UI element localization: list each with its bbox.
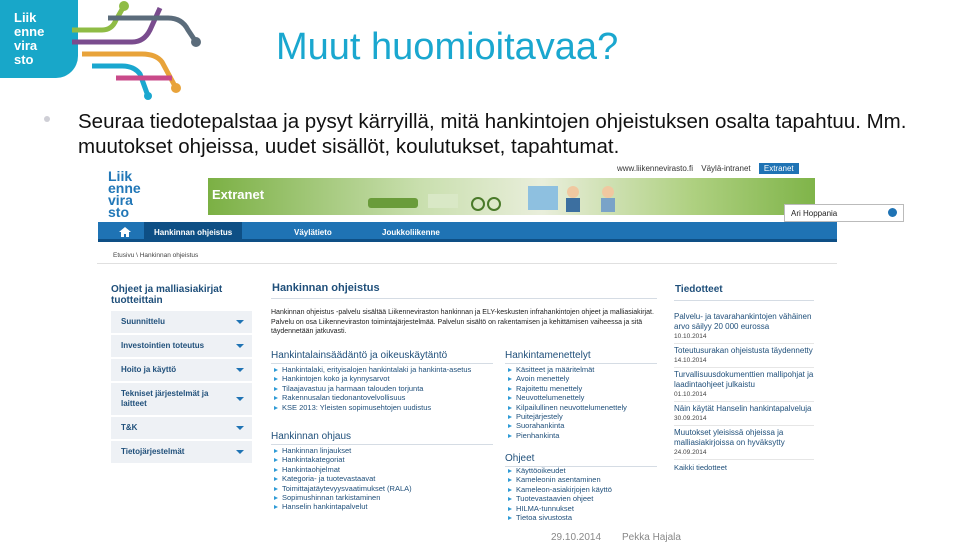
news-item[interactable] bbox=[674, 368, 814, 402]
sidebar-item-label: Tekniset järjestelmät ja laitteet bbox=[121, 389, 209, 408]
sidebar-item-suunnittelu[interactable] bbox=[111, 311, 252, 335]
tab-joukkoliikenne[interactable]: Joukkoliikenne bbox=[382, 228, 440, 237]
section-title-hankintalainsaadanto: Hankintalainsäädäntö ja oikeuskäytäntö bbox=[271, 350, 448, 361]
page-title: Hankinnan ohjeistus bbox=[272, 282, 380, 294]
divider bbox=[674, 300, 814, 301]
list-item-link[interactable]: Hanselin hankintapalvelut bbox=[273, 502, 493, 511]
list-item-link[interactable]: Kategoria- ja tuotevastaavat bbox=[273, 474, 493, 483]
breadcrumb[interactable]: Etusivu \ Hankinnan ohjeistus bbox=[113, 252, 199, 259]
divider bbox=[271, 298, 657, 299]
list-item-link[interactable]: Tuotevastaavien ohjeet bbox=[507, 494, 657, 503]
link-list-hankintalainsaadanto bbox=[273, 365, 493, 412]
list-item-link[interactable]: KSE 2013: Yleisten sopimusehtojen uudistus bbox=[273, 403, 493, 412]
logo-line: Liik bbox=[14, 10, 37, 25]
section-title-hankintamenettelyt: Hankintamenettelyt bbox=[505, 350, 591, 361]
chevron-down-icon bbox=[236, 320, 244, 324]
list-item-link[interactable]: HILMA-tunnukset bbox=[507, 504, 657, 513]
list-item-link[interactable]: Avoin menettely bbox=[507, 374, 657, 383]
logo-line: sto bbox=[108, 204, 129, 220]
link-list-hankintamenettelyt bbox=[507, 365, 657, 440]
list-item-link[interactable]: Tilaajavastuu ja harmaan talouden torjunta bbox=[273, 384, 493, 393]
top-links bbox=[617, 164, 805, 173]
list-item-link[interactable]: Hankintakategoriat bbox=[273, 455, 493, 464]
sidebar-item-hoito-ja-kaytto[interactable] bbox=[111, 359, 252, 383]
sidebar-item-label: Hoito ja käyttö bbox=[121, 365, 177, 374]
intro-text: Hankinnan ohjeistus -palvelu sisältää Liikenneviraston hankinnan ja ELY-keskusten infrahankintojen ohjeet ja malliasiakirjat. Palvelu on osa Liikenneviraston toimintajärjestelmää. Palvelun sisältö on rakentamisen ja kehittämisen vaiheessa ja sitä täydennetään jatkuvasti. bbox=[271, 309, 654, 335]
divider bbox=[97, 263, 837, 264]
all-news-link[interactable]: Kaikki tiedotteet bbox=[674, 463, 727, 472]
chevron-down-icon bbox=[236, 397, 244, 401]
home-icon[interactable] bbox=[118, 226, 132, 238]
main-nav bbox=[98, 222, 837, 242]
footer-author: Pekka Hajala bbox=[622, 532, 681, 543]
news-item-title[interactable]: Näin käytät Hanselin hankintapalveluja bbox=[674, 404, 812, 413]
logo-line: enne bbox=[14, 24, 45, 39]
link-liikennevirasto[interactable]: www.liikennevirasto.fi bbox=[617, 164, 694, 173]
gear-icon[interactable] bbox=[888, 208, 897, 217]
route-lines-graphic bbox=[72, 0, 212, 100]
news-title: Tiedotteet bbox=[675, 284, 723, 295]
news-item[interactable] bbox=[674, 310, 814, 344]
chevron-down-icon bbox=[236, 450, 244, 454]
list-item-link[interactable]: Hankintalaki, erityisalojen hankintalaki ja hankinta-asetus bbox=[273, 365, 493, 374]
header-banner bbox=[208, 178, 838, 218]
news-item-title[interactable]: Turvallisuusdokumenttien mallipohjat ja laadintaohjeet julkaistu bbox=[674, 370, 814, 389]
news-item-date: 30.09.2014 bbox=[674, 415, 707, 422]
user-name: Ari Hoppania bbox=[791, 209, 838, 218]
liikennevirasto-logo bbox=[0, 0, 78, 78]
news-list bbox=[674, 310, 814, 472]
sidebar-item-tk[interactable] bbox=[111, 417, 252, 441]
sidebar-item-tietojarjestelmat[interactable] bbox=[111, 441, 252, 465]
extranet-screenshot bbox=[97, 160, 837, 532]
news-item-date: 14.10.2014 bbox=[674, 357, 707, 364]
divider bbox=[271, 444, 493, 445]
list-item-link[interactable]: Sopimushinnan tarkistaminen bbox=[273, 493, 493, 502]
logo-line: vira bbox=[14, 38, 38, 53]
list-item-link[interactable]: Hankintaohjelmat bbox=[273, 465, 493, 474]
divider bbox=[505, 363, 657, 364]
news-item-date: 24.09.2014 bbox=[674, 449, 707, 456]
section-title-ohjeet: Ohjeet bbox=[505, 453, 535, 464]
list-item-link[interactable]: Rajoitettu menettely bbox=[507, 384, 657, 393]
list-item-link[interactable]: Rakennusalan tiedonantovelvollisuus bbox=[273, 393, 493, 402]
list-item-link[interactable]: Tietoa sivustosta bbox=[507, 513, 657, 522]
link-extranet[interactable]: Extranet bbox=[759, 163, 799, 174]
list-item-link[interactable]: Hankinnan linjaukset bbox=[273, 446, 493, 455]
link-list-hankinnan-ohjaus bbox=[273, 446, 493, 512]
logo-line: sto bbox=[14, 52, 34, 67]
site-logo[interactable] bbox=[108, 164, 168, 220]
list-item-link[interactable]: Suorahankinta bbox=[507, 421, 657, 430]
list-item-link[interactable]: Kilpailullinen neuvottelumenettely bbox=[507, 403, 657, 412]
divider bbox=[271, 363, 493, 364]
logo-line: Liik bbox=[108, 168, 133, 184]
link-list-ohjeet bbox=[507, 466, 657, 522]
news-item[interactable] bbox=[674, 402, 814, 426]
section-title-hankinnan-ohjaus: Hankinnan ohjaus bbox=[271, 431, 352, 442]
news-item-date: 10.10.2014 bbox=[674, 333, 707, 340]
list-item-link[interactable]: Käsitteet ja määritelmät bbox=[507, 365, 657, 374]
slide-title: Muut huomioitavaa? bbox=[276, 26, 619, 68]
tab-hankinnan-ohjeistus[interactable]: Hankinnan ohjeistus bbox=[144, 222, 242, 242]
news-item[interactable] bbox=[674, 426, 814, 460]
list-item-link[interactable]: Pienhankinta bbox=[507, 431, 657, 440]
news-item-date: 01.10.2014 bbox=[674, 391, 707, 398]
banner-title: Extranet bbox=[212, 187, 265, 202]
bullet-text: Seuraa tiedotepalstaa ja pysyt kärryillä, mitä hankintojen ohjeistuksen osalta tapahtuu. Mm. muutokset ohjeissa, uudet sisällöt, koulutukset, tapahtumat. bbox=[78, 110, 907, 158]
sidebar-item-investointien-toteutus[interactable] bbox=[111, 335, 252, 359]
sidebar-item-tekniset-jarjestelmat[interactable] bbox=[111, 383, 252, 417]
news-item-title[interactable]: Toteutusurakan ohjeistusta täydennetty bbox=[674, 346, 813, 355]
footer-date: 29.10.2014 bbox=[551, 532, 602, 543]
chevron-down-icon bbox=[236, 426, 244, 430]
list-item-link[interactable]: Kameleonin asentaminen bbox=[507, 475, 657, 484]
tab-vaylatieto[interactable]: Väylätieto bbox=[294, 228, 332, 237]
news-item-title[interactable]: Palvelu- ja tavarahankintojen vähäinen arvo säilyy 20 000 eurossa bbox=[674, 312, 812, 331]
logo-line: enne bbox=[108, 180, 141, 196]
sidebar-item-label: T&K bbox=[121, 423, 138, 432]
sidebar-item-label: Suunnittelu bbox=[121, 317, 165, 326]
list-item-link[interactable]: Neuvottelumenettely bbox=[507, 393, 657, 402]
chevron-down-icon bbox=[236, 344, 244, 348]
link-vayla-intranet[interactable]: Väylä-intranet bbox=[701, 164, 751, 173]
banner-illustration bbox=[358, 182, 658, 214]
list-item-link[interactable]: Puitejärjestely bbox=[507, 412, 657, 421]
user-menu[interactable] bbox=[784, 204, 904, 222]
news-item-title[interactable]: Muutokset yleisissä ohjeissa ja malliasiakirjoissa on hyväksytty bbox=[674, 428, 785, 447]
list-item-link[interactable]: Hankintojen koko ja kynnysarvot bbox=[273, 374, 493, 383]
news-item[interactable] bbox=[674, 344, 814, 368]
list-item-link[interactable]: Kameleon-asiakirjojen käyttö bbox=[507, 485, 657, 494]
chevron-down-icon bbox=[236, 368, 244, 372]
logo-line: vira bbox=[108, 192, 133, 208]
bullet-dot bbox=[44, 116, 50, 122]
sidebar-item-label: Tietojärjestelmät bbox=[121, 447, 185, 456]
list-item-link[interactable]: Toimittajatäytevyysvaatimukset (RALA) bbox=[273, 484, 493, 493]
sidebar-title: Ohjeet ja malliasiakirjat tuotteittain bbox=[111, 284, 223, 306]
list-item-link[interactable]: Käyttöoikeudet bbox=[507, 466, 657, 475]
sidebar-item-label: Investointien toteutus bbox=[121, 341, 205, 350]
sidebar bbox=[111, 311, 252, 465]
